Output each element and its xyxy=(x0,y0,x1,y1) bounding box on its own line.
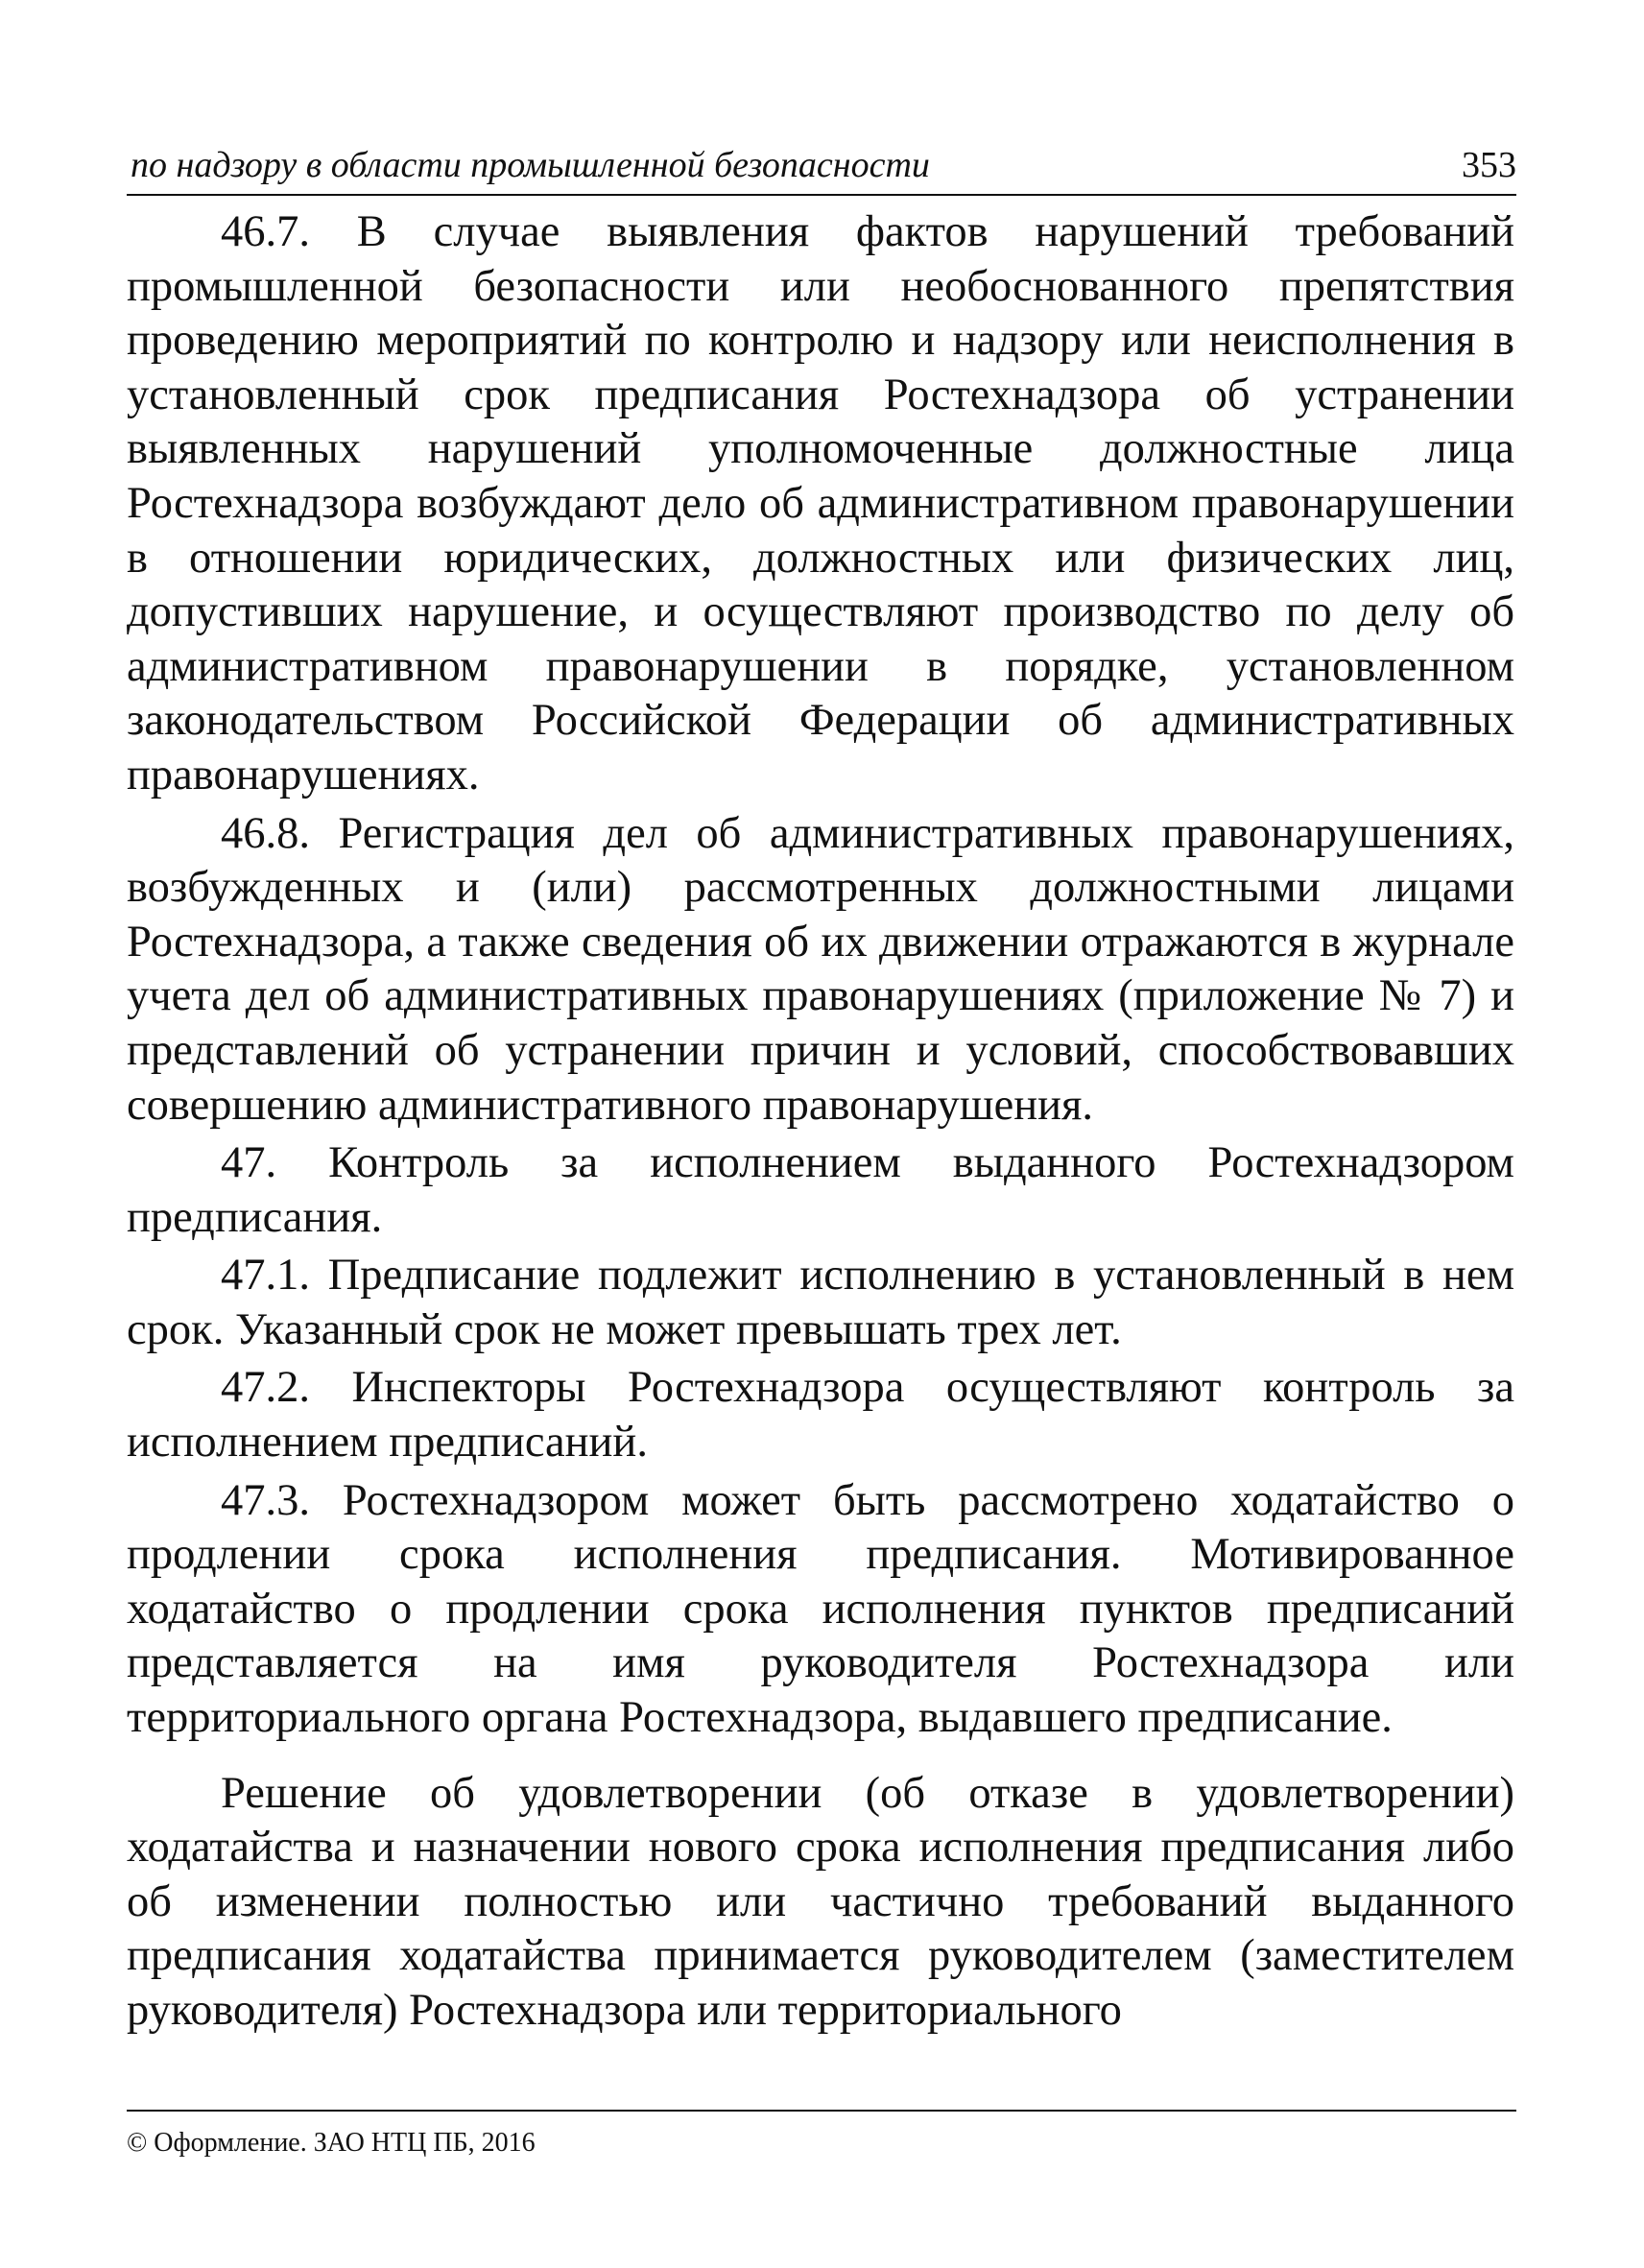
paragraph-47-1: 47.1. Предписание подлежит исполнению в установленный в нем срок. Указанный срок не может превышать трех лет. xyxy=(127,1251,1514,1354)
paragraph-47-2: 47.2. Инспекторы Ростехнадзора осуществляют контроль за исполнением предписаний. xyxy=(127,1363,1514,1468)
running-header xyxy=(127,142,1516,196)
body-text xyxy=(127,205,1514,2042)
paragraph-46-8: 46.8. Регистрация дел об административных правонарушениях, возбужденных и (или) рассмотренных должностными лицами Ростехнадзора, а также сведения об их движении отражаются в журнале учета дел об административных правонарушениях (приложение № 7) и представлений об устранении причин и условий, способствовавших совершению административного правонарушения. xyxy=(127,808,1514,1130)
page-number: 353 xyxy=(1462,145,1516,185)
paragraph-47-3: 47.3. Ростехнадзором может быть рассмотрено ходатайство о продлении срока исполнения предписания. Мотивированное ходатайство о продлении срока исполнения пунктов предписаний представляется на имя руководителя Ростехнадзора или территориального органа Ростехнадзора, выдавшего предписание. xyxy=(127,1475,1514,1743)
header-title: по надзору в области промышленной безопасности xyxy=(131,145,930,185)
paragraph-46-7: 46.7. В случае выявления фактов нарушений требований промышленной безопасности или необоснованного препятствия проведению мероприятий по контролю и надзору или неисполнения в установленный срок предписания Ростехнадзора об устранении выявленных нарушений уполномоченные должностные лица Ростехнадзора возбуждают дело об административном правонарушении в отношении юридических, должностных или физических лиц, допустивших нарушение, и осуществляют производство по делу об административном правонарушении в порядке, установленном законодательством Российской Федерации об административных правонарушениях. xyxy=(127,207,1514,800)
copyright-notice: © Оформление. ЗАО НТЦ ПБ, 2016 xyxy=(127,2128,536,2158)
paragraph-decision: Решение об удовлетворении (об отказе в удовлетворении) ходатайства и назначении нового срока исполнения предписания либо об изменении полностью или частично требований выданного предписания ходатайства принимается руководителем (заместителем руководителя) Ростехнадзора или территориального xyxy=(127,1768,1514,2035)
paragraph-47: 47. Контроль за исполнением выданного Ростехнадзором предписания. xyxy=(127,1138,1514,1242)
footer xyxy=(127,2110,1516,2160)
